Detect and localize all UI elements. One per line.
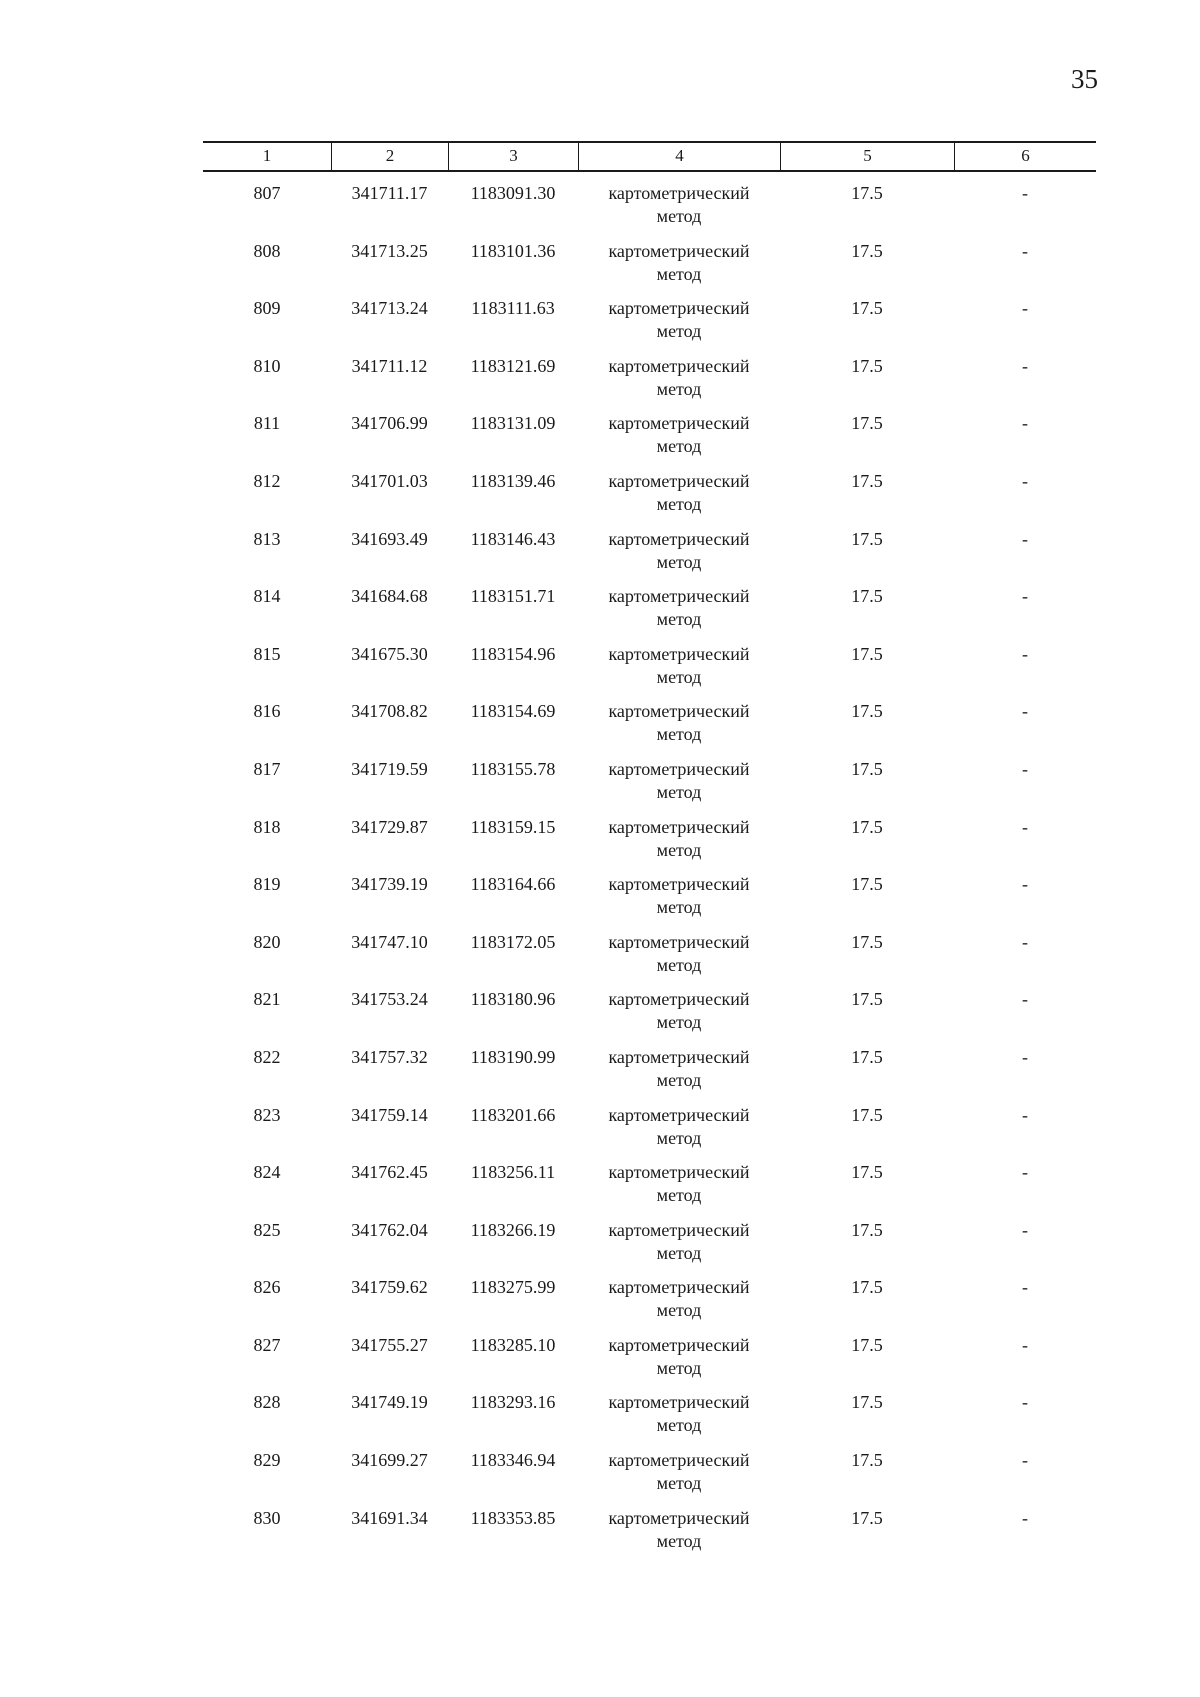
note-cell: - (1022, 413, 1028, 434)
table-row (203, 871, 1096, 929)
method-line-2: метод (656, 493, 702, 514)
method-line-1: картометрический (608, 413, 750, 434)
table-body (203, 180, 1096, 1562)
note-cell: - (1022, 528, 1028, 549)
header-col-4: 4 (578, 143, 780, 170)
point-number-cell: 812 (253, 470, 281, 491)
method-line-1: картометрический (608, 1334, 750, 1355)
table-row (203, 295, 1096, 353)
note-cell: - (1022, 1162, 1028, 1183)
point-number-cell: 822 (253, 1046, 281, 1067)
method-line-2: метод (656, 1300, 702, 1321)
method-cell (578, 238, 780, 296)
method-line-2: метод (656, 1127, 702, 1148)
method-cell (578, 986, 780, 1044)
note-cell: - (1022, 1334, 1028, 1355)
method-line-1: картометрический (608, 1392, 750, 1413)
point-number-cell: 826 (253, 1277, 281, 1298)
note-cell: - (1022, 1507, 1028, 1528)
x-coordinate-cell: 341747.10 (351, 931, 428, 952)
method-line-2: метод (656, 551, 702, 572)
note-cell: - (1022, 586, 1028, 607)
accuracy-cell: 17.5 (851, 1507, 883, 1528)
table-row (203, 641, 1096, 699)
table-row (203, 1505, 1096, 1563)
table-row (203, 1389, 1096, 1447)
note-cell: - (1022, 1392, 1028, 1413)
coordinates-table (203, 141, 1096, 1562)
x-coordinate-cell: 341711.17 (351, 183, 428, 203)
table-row (203, 1044, 1096, 1102)
y-coordinate-cell: 1183164.66 (470, 874, 556, 895)
table-row (203, 1159, 1096, 1217)
x-coordinate-cell: 341739.19 (351, 874, 428, 895)
x-coordinate-cell: 341762.45 (351, 1162, 428, 1183)
y-coordinate-cell: 1183293.16 (470, 1392, 556, 1413)
table-row (203, 526, 1096, 584)
point-number-cell: 809 (253, 298, 281, 319)
method-line-2: метод (656, 1357, 702, 1378)
method-line-1: картометрический (608, 183, 750, 203)
point-number-cell: 813 (253, 528, 281, 549)
x-coordinate-cell: 341762.04 (351, 1219, 428, 1240)
x-coordinate-cell: 341691.34 (351, 1507, 428, 1528)
method-line-1: картометрический (608, 240, 750, 261)
page-number: 35 (1071, 64, 1098, 94)
note-cell: - (1022, 931, 1028, 952)
method-cell (578, 583, 780, 641)
accuracy-cell: 17.5 (851, 758, 883, 779)
method-line-1: картометрический (608, 355, 750, 376)
method-line-1: картометрический (608, 989, 750, 1010)
method-line-1: картометрический (608, 470, 750, 491)
table-row (203, 814, 1096, 872)
header-col-5: 5 (780, 143, 954, 170)
accuracy-cell: 17.5 (851, 355, 883, 376)
method-cell (578, 410, 780, 468)
method-line-2: метод (656, 436, 702, 457)
x-coordinate-cell: 341759.62 (351, 1277, 428, 1298)
accuracy-cell: 17.5 (851, 1162, 883, 1183)
method-line-2: метод (656, 1530, 702, 1551)
method-cell (578, 1159, 780, 1217)
y-coordinate-cell: 1183101.36 (470, 240, 556, 261)
note-cell: - (1022, 298, 1028, 319)
method-cell (578, 526, 780, 584)
method-line-1: картометрический (608, 874, 750, 895)
method-line-1: картометрический (608, 643, 750, 664)
method-line-2: метод (656, 1185, 702, 1206)
accuracy-cell: 17.5 (851, 1334, 883, 1355)
point-number-cell: 829 (253, 1450, 281, 1471)
y-coordinate-cell: 1183151.71 (470, 586, 556, 607)
method-line-2: метод (656, 839, 702, 860)
y-coordinate-cell: 1183146.43 (470, 528, 556, 549)
note-cell: - (1022, 1219, 1028, 1240)
y-coordinate-cell: 1183190.99 (470, 1046, 556, 1067)
accuracy-cell: 17.5 (851, 240, 883, 261)
x-coordinate-cell: 341711.12 (351, 355, 428, 376)
method-line-2: метод (656, 897, 702, 918)
method-cell (578, 180, 780, 238)
y-coordinate-cell: 1183139.46 (470, 470, 556, 491)
method-cell (578, 1332, 780, 1390)
accuracy-cell: 17.5 (851, 1392, 883, 1413)
point-number-cell: 816 (253, 701, 281, 722)
accuracy-cell: 17.5 (851, 874, 883, 895)
y-coordinate-cell: 1183353.85 (470, 1507, 556, 1528)
y-coordinate-cell: 1183180.96 (470, 989, 556, 1010)
x-coordinate-cell: 341706.99 (351, 413, 428, 434)
method-line-2: метод (656, 1069, 702, 1090)
accuracy-cell: 17.5 (851, 470, 883, 491)
point-number-cell: 811 (253, 413, 281, 434)
accuracy-cell: 17.5 (851, 1219, 883, 1240)
method-line-1: картометрический (608, 1219, 750, 1240)
accuracy-cell: 17.5 (851, 1277, 883, 1298)
header-col-3: 3 (448, 143, 578, 170)
header-col-6: 6 (954, 143, 1096, 170)
method-line-2: метод (656, 378, 702, 399)
method-cell (578, 929, 780, 987)
accuracy-cell: 17.5 (851, 183, 883, 203)
method-cell (578, 756, 780, 814)
x-coordinate-cell: 341757.32 (351, 1046, 428, 1067)
point-number-cell: 810 (253, 355, 281, 376)
method-line-2: метод (656, 954, 702, 975)
method-line-2: метод (656, 263, 702, 284)
table-row (203, 1447, 1096, 1505)
note-cell: - (1022, 643, 1028, 664)
method-line-1: картометрический (608, 1450, 750, 1471)
y-coordinate-cell: 1183275.99 (470, 1277, 556, 1298)
point-number-cell: 815 (253, 643, 281, 664)
method-line-2: метод (656, 1415, 702, 1436)
method-line-1: картометрический (608, 1507, 750, 1528)
note-cell: - (1022, 470, 1028, 491)
table-row (203, 353, 1096, 411)
x-coordinate-cell: 341675.30 (351, 643, 428, 664)
note-cell: - (1022, 183, 1028, 203)
method-cell (578, 698, 780, 756)
method-line-1: картометрический (608, 298, 750, 319)
point-number-cell: 824 (253, 1162, 281, 1183)
y-coordinate-cell: 1183201.66 (470, 1104, 556, 1125)
table-row (203, 468, 1096, 526)
method-line-2: метод (656, 206, 702, 226)
method-cell (578, 1505, 780, 1563)
table-row (203, 1217, 1096, 1275)
point-number-cell: 828 (253, 1392, 281, 1413)
x-coordinate-cell: 341713.25 (351, 240, 428, 261)
point-number-cell: 808 (253, 240, 281, 261)
method-cell (578, 1274, 780, 1332)
accuracy-cell: 17.5 (851, 586, 883, 607)
point-number-cell: 830 (253, 1507, 281, 1528)
x-coordinate-cell: 341755.27 (351, 1334, 428, 1355)
method-cell (578, 1102, 780, 1160)
table-row (203, 180, 1096, 238)
method-cell (578, 353, 780, 411)
accuracy-cell: 17.5 (851, 816, 883, 837)
table-row (203, 756, 1096, 814)
y-coordinate-cell: 1183159.15 (470, 816, 556, 837)
x-coordinate-cell: 341753.24 (351, 989, 428, 1010)
note-cell: - (1022, 1104, 1028, 1125)
method-cell (578, 468, 780, 526)
method-cell (578, 295, 780, 353)
x-coordinate-cell: 341759.14 (351, 1104, 428, 1125)
note-cell: - (1022, 874, 1028, 895)
accuracy-cell: 17.5 (851, 931, 883, 952)
note-cell: - (1022, 1046, 1028, 1067)
accuracy-cell: 17.5 (851, 1046, 883, 1067)
method-line-1: картометрический (608, 528, 750, 549)
table-row (203, 698, 1096, 756)
point-number-cell: 814 (253, 586, 281, 607)
method-line-1: картометрический (608, 1277, 750, 1298)
x-coordinate-cell: 341699.27 (351, 1450, 428, 1471)
table-row (203, 1274, 1096, 1332)
method-cell (578, 1217, 780, 1275)
accuracy-cell: 17.5 (851, 528, 883, 549)
y-coordinate-cell: 1183155.78 (470, 758, 556, 779)
note-cell: - (1022, 1450, 1028, 1471)
method-cell (578, 1447, 780, 1505)
y-coordinate-cell: 1183121.69 (470, 355, 556, 376)
y-coordinate-cell: 1183154.69 (470, 701, 556, 722)
x-coordinate-cell: 341749.19 (351, 1392, 428, 1413)
accuracy-cell: 17.5 (851, 413, 883, 434)
y-coordinate-cell: 1183111.63 (471, 298, 555, 319)
method-line-1: картометрический (608, 758, 750, 779)
note-cell: - (1022, 1277, 1028, 1298)
method-line-2: метод (656, 609, 702, 630)
point-number-cell: 823 (253, 1104, 281, 1125)
table-row (203, 986, 1096, 1044)
y-coordinate-cell: 1183131.09 (470, 413, 556, 434)
point-number-cell: 807 (253, 183, 281, 203)
table-header (203, 141, 1096, 172)
point-number-cell: 820 (253, 931, 281, 952)
x-coordinate-cell: 341693.49 (351, 528, 428, 549)
point-number-cell: 818 (253, 816, 281, 837)
y-coordinate-cell: 1183091.30 (470, 183, 556, 203)
method-cell (578, 1389, 780, 1447)
table-row (203, 410, 1096, 468)
note-cell: - (1022, 355, 1028, 376)
method-line-2: метод (656, 1473, 702, 1494)
method-line-2: метод (656, 1012, 702, 1033)
accuracy-cell: 17.5 (851, 643, 883, 664)
method-line-1: картометрический (608, 586, 750, 607)
x-coordinate-cell: 341701.03 (351, 470, 428, 491)
table-row (203, 1332, 1096, 1390)
x-coordinate-cell: 341719.59 (351, 758, 428, 779)
point-number-cell: 821 (253, 989, 281, 1010)
y-coordinate-cell: 1183172.05 (470, 931, 556, 952)
method-line-1: картометрический (608, 701, 750, 722)
table-row (203, 583, 1096, 641)
table-row (203, 238, 1096, 296)
accuracy-cell: 17.5 (851, 1104, 883, 1125)
method-line-1: картометрический (608, 1046, 750, 1067)
header-col-1: 1 (262, 146, 272, 165)
method-cell (578, 641, 780, 699)
accuracy-cell: 17.5 (851, 1450, 883, 1471)
y-coordinate-cell: 1183154.96 (470, 643, 556, 664)
method-line-1: картометрический (608, 1104, 750, 1125)
accuracy-cell: 17.5 (851, 701, 883, 722)
method-line-2: метод (656, 724, 702, 745)
point-number-cell: 825 (253, 1219, 281, 1240)
method-line-2: метод (656, 781, 702, 802)
note-cell: - (1022, 240, 1028, 261)
y-coordinate-cell: 1183266.19 (470, 1219, 556, 1240)
note-cell: - (1022, 701, 1028, 722)
method-line-2: метод (656, 666, 702, 687)
method-line-2: метод (656, 321, 702, 342)
x-coordinate-cell: 341708.82 (351, 701, 428, 722)
x-coordinate-cell: 341729.87 (351, 816, 428, 837)
x-coordinate-cell: 341713.24 (351, 298, 428, 319)
point-number-cell: 819 (253, 874, 281, 895)
method-line-2: метод (656, 1242, 702, 1263)
y-coordinate-cell: 1183285.10 (470, 1334, 556, 1355)
method-line-1: картометрический (608, 1162, 750, 1183)
method-cell (578, 1044, 780, 1102)
note-cell: - (1022, 989, 1028, 1010)
table-row (203, 929, 1096, 987)
y-coordinate-cell: 1183256.11 (470, 1162, 556, 1183)
note-cell: - (1022, 758, 1028, 779)
note-cell: - (1022, 816, 1028, 837)
method-cell (578, 814, 780, 872)
point-number-cell: 817 (253, 758, 281, 779)
point-number-cell: 827 (253, 1334, 281, 1355)
method-line-1: картометрический (608, 816, 750, 837)
y-coordinate-cell: 1183346.94 (470, 1450, 556, 1471)
table-row (203, 1102, 1096, 1160)
accuracy-cell: 17.5 (851, 298, 883, 319)
header-col-2: 2 (331, 143, 448, 170)
method-line-1: картометрический (608, 931, 750, 952)
x-coordinate-cell: 341684.68 (351, 586, 428, 607)
method-cell (578, 871, 780, 929)
accuracy-cell: 17.5 (851, 989, 883, 1010)
